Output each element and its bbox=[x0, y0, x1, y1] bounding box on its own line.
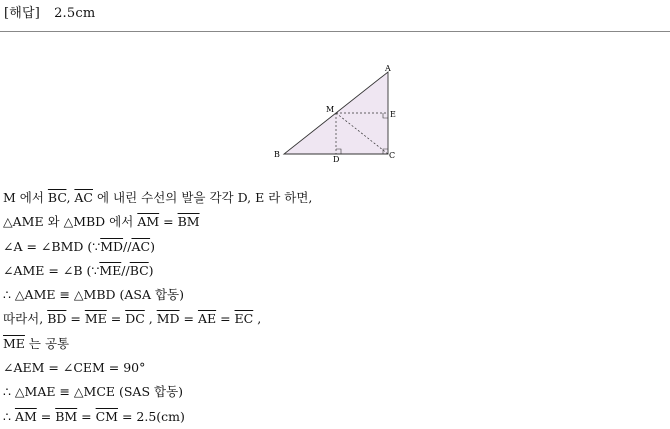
segment-md: $\overline{MD}$ bbox=[156, 311, 180, 327]
answer-value: 2.5cm bbox=[54, 6, 96, 21]
segment-me: $\overline{ME}$ bbox=[99, 262, 122, 278]
segment-ac: $\overline{AC}$ bbox=[131, 238, 151, 254]
segment-md: $\overline{MD}$ bbox=[100, 238, 124, 254]
segment-am: $\overline{AM}$ bbox=[137, 214, 160, 230]
segment-ae: $\overline{AE}$ bbox=[197, 311, 217, 327]
solution-line-9: ∴ △MAE ≡ △MCE (SAS 합동) bbox=[3, 384, 184, 400]
solution-line-2: △AME 와 △MBD 에서 $\overline{AM} = \overline{BM}$ bbox=[3, 214, 200, 230]
divider-line bbox=[0, 31, 670, 32]
solution-line-1: M 에서 $\overline{BC}$, $\overline{AC}$ 에 내린 수선의 발을 각각 D, E 라 하면, bbox=[3, 190, 313, 205]
segment-me: $\overline{ME}$ bbox=[84, 311, 107, 327]
segment-am: $\overline{AM}$ bbox=[14, 408, 37, 424]
solution-line-7: $\overline{ME}$ 는 공통 bbox=[3, 335, 70, 351]
answer-label: [해답] bbox=[4, 6, 41, 21]
segment-bc: $\overline{BC}$ bbox=[47, 190, 67, 205]
point-label-a: A bbox=[385, 64, 391, 73]
solution-line-4: ∠AME = ∠B $(\because\overline{ME}//\overline{BC})$ bbox=[3, 262, 154, 278]
solution-text bbox=[3, 186, 312, 429]
segment-bm: $\overline{BM}$ bbox=[55, 408, 78, 424]
segment-bm: $\overline{BM}$ bbox=[177, 214, 200, 230]
point-label-m: M bbox=[326, 105, 335, 114]
segment-bc: $\overline{BC}$ bbox=[129, 262, 149, 278]
segment-bd: $\overline{BD}$ bbox=[47, 311, 67, 327]
segment-ac: $\overline{AC}$ bbox=[74, 190, 93, 205]
answer-header bbox=[4, 2, 95, 21]
solution-line-6: 따라서, $\overline{BD} = \overline{ME} = \overline{DC}$ , $\overline{MD} = \overline{AE} = \overline{EC}$ , bbox=[3, 311, 262, 327]
point-label-e: E bbox=[390, 110, 396, 119]
solution-line-3: ∠A = ∠BMD $(\because\overline{MD}//\overline{AC})$ bbox=[3, 238, 155, 254]
point-label-b: B bbox=[274, 150, 280, 159]
segment-ec: $\overline{EC}$ bbox=[234, 311, 254, 327]
solution-line-8: ∠AEM = ∠CEM = 90° bbox=[3, 360, 146, 376]
solution-line-5: ∴ △AME ≡ △MBD (ASA 합동) bbox=[3, 287, 184, 303]
point-label-c: C bbox=[389, 151, 396, 160]
point-label-d: D bbox=[333, 155, 340, 164]
segment-cm: $\overline{CM}$ bbox=[95, 408, 118, 424]
segment-dc: $\overline{DC}$ bbox=[125, 311, 145, 327]
triangle-figure bbox=[270, 63, 405, 165]
segment-me: $\overline{ME}$ bbox=[3, 335, 25, 351]
solution-line-10: ∴ $\overline{AM} = \overline{BM} = \overline{CM} = 2.5(cm)$ bbox=[3, 408, 185, 424]
